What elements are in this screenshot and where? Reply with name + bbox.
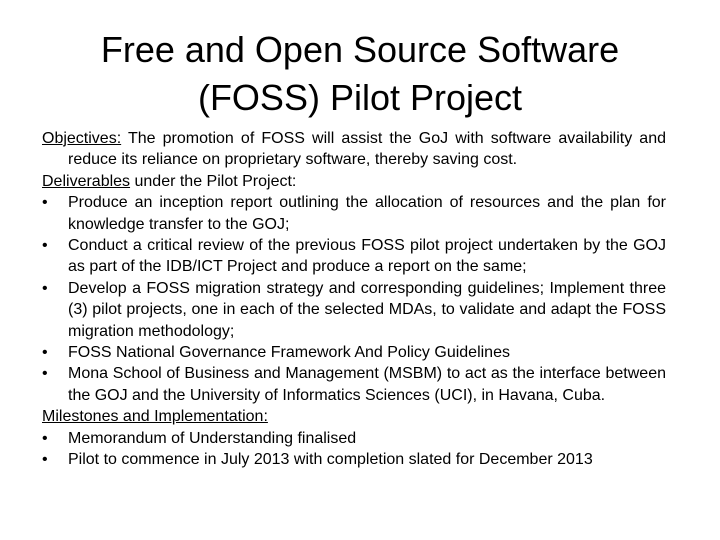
- deliverables-paragraph: [42, 171, 666, 192]
- milestone-item: [42, 428, 666, 449]
- deliverable-text: Develop a FOSS migration strategy and corresponding guidelines; Implement three (3) pilot projects, one in each of the selected MDAs, to validate and adapt the FOSS migration methodology;: [68, 279, 666, 340]
- bullet-icon: •: [42, 237, 48, 255]
- slide-body: [42, 128, 666, 471]
- deliverable-text: Mona School of Business and Management (MSBM) to act as the interface between the GOJ and the University of Informatics Sciences (UCI), in Havana, Cuba.: [68, 365, 666, 404]
- bullet-icon: •: [42, 194, 48, 212]
- deliverable-text: FOSS National Governance Framework And Policy Guidelines: [68, 344, 510, 362]
- bullet-icon: •: [42, 429, 48, 447]
- milestone-text: Memorandum of Understanding finalised: [68, 429, 357, 447]
- deliverable-text: Produce an inception report outlining the allocation of resources and the plan for knowledge transfer to the GOJ;: [68, 194, 666, 233]
- milestones-heading: Milestones and Implementation:: [42, 408, 268, 426]
- objectives-paragraph: [42, 128, 666, 171]
- deliverable-item: [42, 192, 666, 235]
- milestone-text: Pilot to commence in July 2013 with completion slated for December 2013: [68, 451, 593, 469]
- deliverable-text: Conduct a critical review of the previous FOSS pilot project undertaken by the GOJ as part of the IDB/ICT Project and produce a report on the same;: [68, 237, 666, 276]
- deliverable-item: [42, 363, 666, 406]
- deliverable-item: [42, 278, 666, 342]
- slide-title: [0, 26, 720, 122]
- deliverable-item: [42, 235, 666, 278]
- deliverables-heading: Deliverables: [42, 172, 131, 190]
- bullet-icon: •: [42, 451, 48, 469]
- objectives-heading: Objectives:: [42, 130, 122, 147]
- objectives-text: The promotion of FOSS will assist the GoJ with software availability and reduce its reliance on proprietary software, thereby saving cost.: [68, 130, 666, 169]
- title-line-1: Free and Open Source Software: [100, 29, 620, 70]
- deliverable-item: [42, 342, 666, 363]
- milestone-item: [42, 449, 666, 470]
- deliverables-intro: under the Pilot Project:: [130, 172, 297, 190]
- bullet-icon: •: [42, 365, 48, 383]
- milestones-paragraph: [42, 406, 666, 427]
- bullet-icon: •: [42, 279, 48, 297]
- bullet-icon: •: [42, 344, 48, 362]
- title-line-2: (FOSS) Pilot Project: [197, 77, 523, 118]
